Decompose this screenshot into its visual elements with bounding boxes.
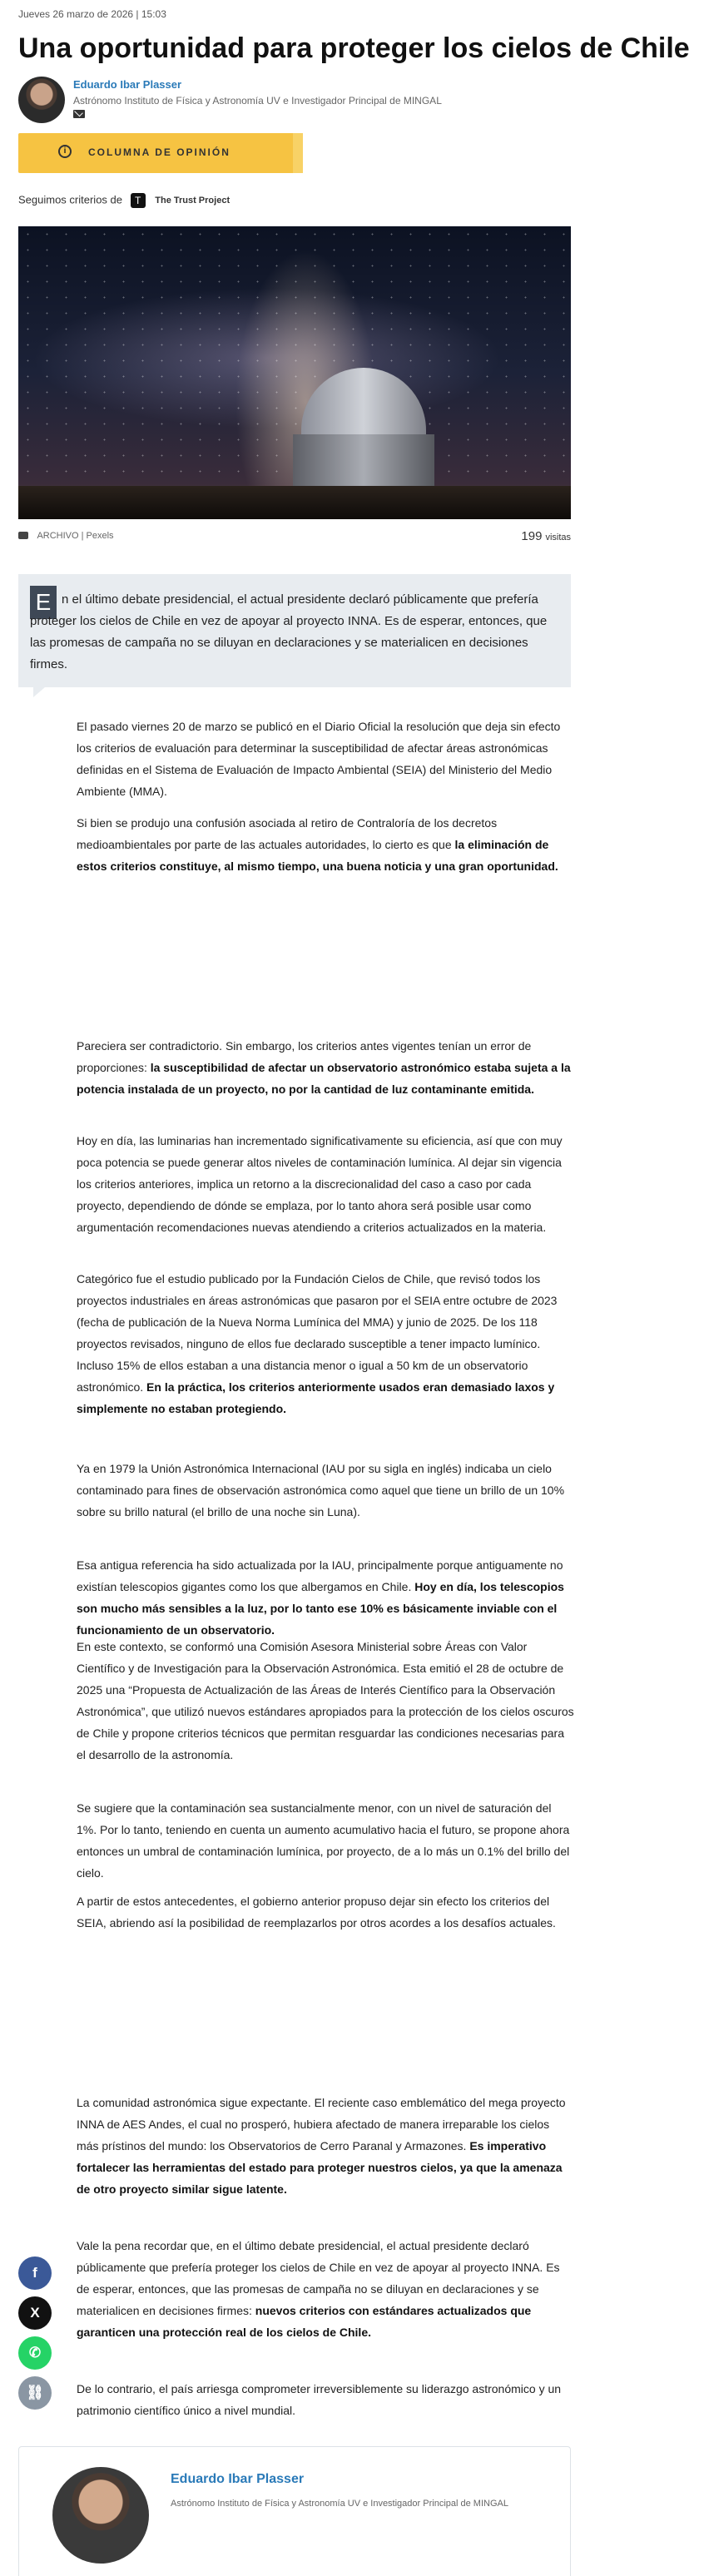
body-paragraph (77, 1268, 574, 1419)
hero-image (18, 226, 571, 519)
paragraph-highlight: la susceptibilidad de afectar un observatorio astronómico estaba sujeta a la potencia instalada de un proyecto, no por la cantidad de luz contaminante emitida. (77, 1061, 571, 1096)
paragraph-text: Categórico fue el estudio publicado por la Fundación Cielos de Chile, que revisó todos los proyectos industriales en áreas astronómicas que pasaron por el SEIA entre octubre de 2023 (fecha de publicación de la Nueva Norma Lumínica del MMA) y junio de 2025. De los 118 proyectos revisados, ninguno de ellos fue declarado susceptible a tener impacto lumínico. Incluso 15% de ellos estaban a una distancia menor o igual a 50 km de un observatorio astronómico. (77, 1272, 558, 1394)
body-paragraph (77, 1554, 574, 1641)
body-paragraph (77, 1035, 574, 1100)
visits-counter (521, 529, 571, 543)
lead-box (18, 574, 571, 687)
drop-cap: E (30, 586, 57, 619)
banner-edge (293, 133, 303, 173)
paragraph-highlight: En la práctica, los criterios anteriormente usados eran demasiado laxos y simplemente no estaban protegiendo. (77, 1380, 555, 1415)
body-paragraph: De lo contrario, el país arriesga comprometer irreversiblemente su liderazgo astronómico y un patrimonio científico único a nivel mundial. (77, 2382, 562, 2417)
paragraph-highlight: Es imperativo fortalecer las herramientas del estado para proteger nuestros cielos, ya que la amenaza de otro proyecto similar sigue latente. (77, 2139, 563, 2196)
trust-project-line (18, 193, 230, 208)
body-paragraph: Hoy en día, las luminarias han incrementado significativamente su eficiencia, así que con muy poca potencia se puede generar altos niveles de contaminación lumínica. Al dejar sin vigencia los criterios anteriores, implica un retorno a la discrecionalidad del caso a caso por cada proyecto, dependiendo de dónde se emplaza, por lo tanto ahora será posible usar como argumentación recomendaciones nuevas atendiendo a criterios actualizados en la materia. (77, 1134, 563, 1234)
dome-cap (301, 368, 426, 438)
lead-text: n el último debate presidencial, el actual presidente declaró públicamente que prefería proteger los cielos de Chile en vez de apoyar al proyecto INNA. Es de esperar, entonces, que las promesas de campaña no se diluyan en declaraciones y se materialicen en decisiones firmes. (30, 592, 548, 671)
camera-icon (18, 532, 28, 539)
paragraph-highlight: Hoy en día, los telescopios son mucho más sensibles a la luz, por lo tanto ese 10% es básicamente inviable con el funcionamiento de un observatorio. (77, 1580, 564, 1637)
paragraph-text: Vale la pena recordar que, en el último debate presidencial, el actual presidente declaró públicamente que prefería proteger los cielos de Chile en vez de apoyar al proyecto INNA. Es de esperar, entonces, que las promesas de campaña no se diluyan en declaraciones y se materialicen en decisiones firmes: (77, 2239, 560, 2317)
section-label: COLUMNA DE OPINIÓN (88, 146, 231, 158)
trust-project-icon[interactable]: T (131, 193, 146, 208)
whatsapp-share-button[interactable]: ✆ (18, 2336, 52, 2370)
hill-silhouette (18, 486, 571, 519)
publish-date: Jueves 26 marzo de 2026 | 15:03 (18, 8, 166, 20)
facebook-share-button[interactable]: f (18, 2256, 52, 2290)
x-share-button[interactable]: X (18, 2296, 52, 2330)
lead-tail (33, 687, 45, 697)
visits-count: 199 (521, 529, 543, 543)
body-paragraph: Se sugiere que la contaminación sea sustancialmente menor, con un nivel de saturación del 1%. Por lo tanto, teniendo en cuenta un aumento acumulativo hacia el futuro, se propone ahora entonces un umbral de contaminación lumínica, por proyecto, de a lo más un 0.1% del brillo del cielo. (77, 1801, 570, 1880)
paragraph-text: Si bien se produjo una confusión asociada al retiro de Contraloría de los decretos medioambientales por parte de las actuales autoridades, lo cierto es que (77, 816, 498, 851)
body-paragraph: A partir de estos antecedentes, el gobierno anterior propuso dejar sin efecto los criterios del SEIA, abriendo así la posibilidad de reemplazarlos por otros acordes a los desafíos actuales. (77, 1895, 556, 1930)
paragraph-text: Esa antigua referencia ha sido actualizada por la IAU, principalmente porque antiguamente no existían telescopios gigantes como los que albergamos en Chile. (77, 1558, 563, 1593)
body-paragraph (77, 812, 574, 877)
body-paragraph: En este contexto, se conformó una Comisión Asesora Ministerial sobre Áreas con Valor Científico y de Investigación para la Observación Astronómica. Esta emitió el 28 de octubre de 2025 una “Propuesta de Actualización de las Áreas de Interés Científico para la Observación Astronómica”, que utilizó nuevos estándares apropiados para la protección de los cielos oscuros de Chile y propone criterios técnicos que permitan resguardar las condiciones necesarias para el desarrollo de la astronomía. (77, 1640, 574, 1761)
paragraph-highlight: nuevos criterios con estándares actualizados que garanticen una protección real de los cielos de Chile. (77, 2304, 532, 2339)
article-title: Una oportunidad para proteger los cielos de Chile (18, 32, 690, 64)
body-paragraph (77, 2235, 574, 2343)
body-paragraph (77, 2092, 574, 2200)
info-icon: i (58, 145, 72, 158)
author-avatar[interactable] (18, 77, 65, 123)
paragraph-text: Pareciera ser contradictorio. Sin embargo, los criterios antes vigentes tenían un error de proporciones: (77, 1039, 532, 1074)
trust-prefix: Seguimos criterios de (18, 193, 122, 206)
author-role: Astrónomo Instituto de Física y Astronomía UV e Investigador Principal de MINGAL (73, 95, 442, 107)
body-paragraph: El pasado viernes 20 de marzo se publicó en el Diario Oficial la resolución que deja sin efecto los criterios de evaluación para determinar la susceptibilidad de afectar áreas astronómicas definidas en el Sistema de Evaluación de Impacto Ambiental (SEIA) del Ministerio del Medio Ambiente (MMA). (77, 720, 561, 798)
image-credit: ARCHIVO | Pexels (37, 531, 114, 541)
copy-link-button[interactable]: ⛓ (18, 2376, 52, 2410)
bio-author-role: Astrónomo Instituto de Física y Astronomía UV e Investigador Principal de MINGAL (171, 2499, 508, 2509)
author-photo[interactable] (52, 2467, 149, 2564)
opinion-section-banner (18, 133, 298, 173)
paragraph-text: La comunidad astronómica sigue expectante. El reciente caso emblemático del mega proyecto INNA de AES Andes, el cual no prosperó, hubiera afectado de manera irreparable los cielos más prístinos del mundo: los Observatorios de Cerro Paranal y Armazones. (77, 2096, 566, 2152)
paragraph-highlight: la eliminación de estos criterios constituye, al mismo tiempo, una buena noticia y una gran oportunidad. (77, 838, 558, 873)
email-icon[interactable] (73, 110, 85, 118)
author-name-link[interactable]: Eduardo Ibar Plasser (73, 78, 182, 91)
body-paragraph: Ya en 1979 la Unión Astronómica Internacional (IAU por su sigla en inglés) indicaba un cielo contaminado para fines de observación astronómica como aquel que tiene un brillo de un 10% sobre su brillo natural (el brillo de una noche sin Luna). (77, 1462, 565, 1518)
author-bio-card (18, 2446, 571, 2576)
image-caption (18, 531, 114, 541)
trust-project-link[interactable]: The Trust Project (155, 196, 231, 206)
visits-label: visitas (545, 533, 571, 542)
bio-author-name[interactable]: Eduardo Ibar Plasser (171, 2472, 305, 2486)
